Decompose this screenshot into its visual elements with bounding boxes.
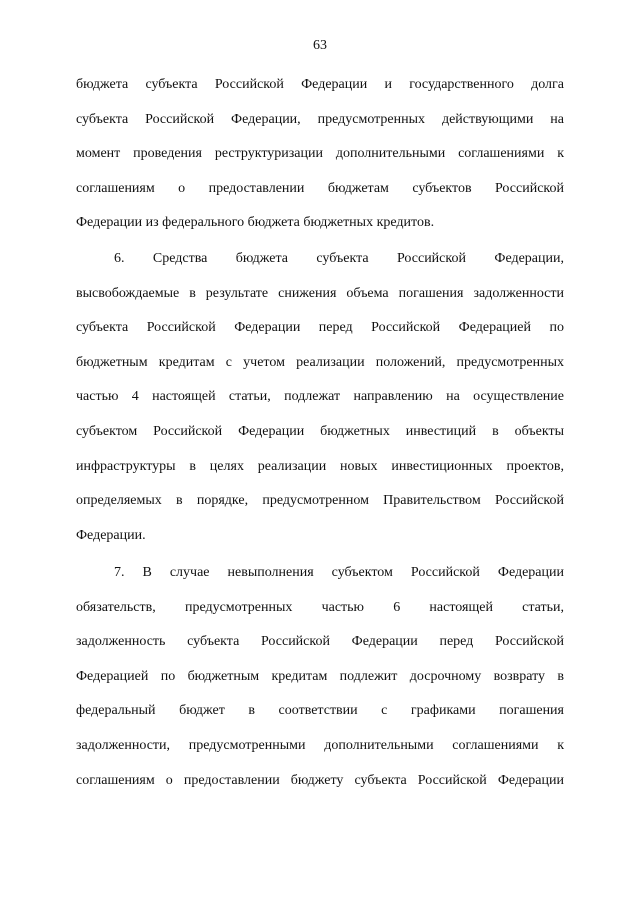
- text-line: федеральный бюджет в соответствии с графиками погашения: [76, 703, 564, 719]
- paragraph-item-7: [76, 564, 564, 806]
- text-line: частью 4 настоящей статьи, подлежат направлению на осуществление: [76, 389, 564, 405]
- paragraph-continuation: [76, 76, 564, 249]
- text-line: высвобождаемые в результате снижения объема погашения задолженности: [76, 285, 564, 301]
- text-line: задолженность субъекта Российской Федерации перед Российской: [76, 634, 564, 650]
- text-line: 7. В случае невыполнения субъектом Российской Федерации: [114, 565, 564, 580]
- text-line: Федерации.: [76, 527, 146, 543]
- text-line: обязательств, предусмотренных частью 6 настоящей статьи,: [76, 599, 564, 615]
- text-line: бюджетным кредитам с учетом реализации положений, предусмотренных: [76, 354, 564, 370]
- text-line: бюджета субъекта Российской Федерации и государственного долга: [76, 77, 564, 92]
- text-line: задолженности, предусмотренными дополнительными соглашениями к: [76, 737, 564, 753]
- text-line: соглашениям о предоставлении бюджетам субъектов Российской: [76, 180, 564, 196]
- page-number: 63: [313, 38, 327, 53]
- text-line: момент проведения реструктуризации дополнительными соглашениями к: [76, 146, 564, 162]
- text-line: 6. Средства бюджета субъекта Российской Федерации,: [114, 251, 564, 266]
- text-line: инфраструктуры в целях реализации новых инвестиционных проектов,: [76, 458, 564, 474]
- text-line: соглашениям о предоставлении бюджету субъекта Российской Федерации: [76, 772, 564, 788]
- text-line: субъектом Российской Федерации бюджетных инвестиций в объекты: [76, 423, 564, 439]
- text-line: Федерацией по бюджетным кредитам подлежит досрочному возврату в: [76, 668, 564, 684]
- text-line: субъекта Российской Федерации, предусмотренных действующими на: [76, 111, 564, 127]
- text-line: субъекта Российской Федерации перед Российской Федерацией по: [76, 320, 564, 336]
- text-line: определяемых в порядке, предусмотренном Правительством Российской: [76, 493, 564, 509]
- paragraph-item-6: [76, 250, 564, 561]
- text-line: Федерации из федерального бюджета бюджетных кредитов.: [76, 215, 435, 231]
